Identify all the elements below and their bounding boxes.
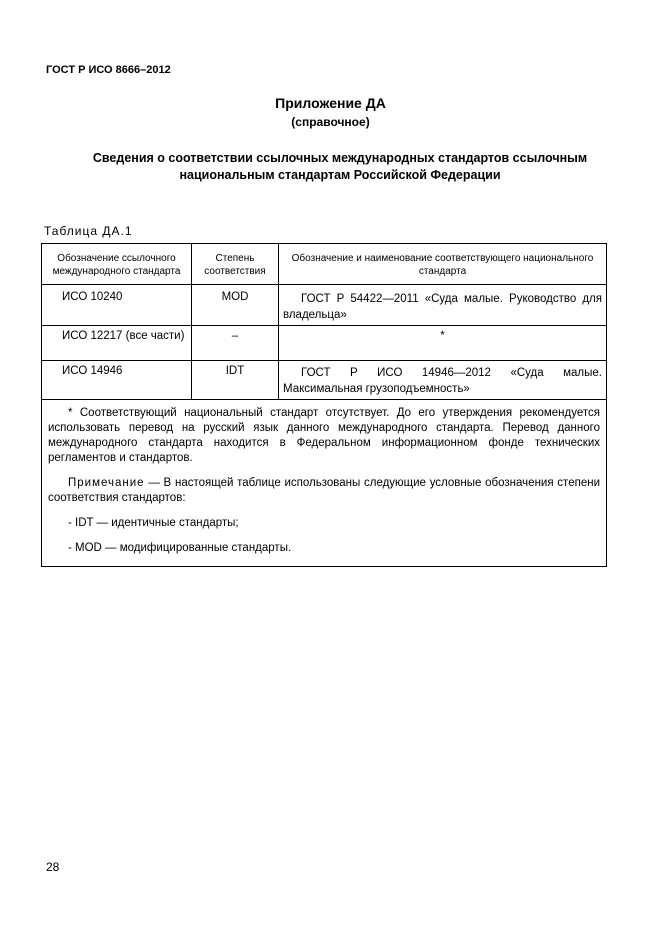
legend-item: - IDT — идентичные стандарты; [68, 517, 239, 529]
cell-national: * [279, 326, 607, 361]
appendix-subtitle: (справочное) [291, 115, 370, 129]
cell-degree: IDT [192, 361, 279, 400]
appendix-title: Приложение ДА [275, 95, 386, 111]
page-number: 28 [46, 860, 60, 874]
legend-item: - MOD — модифицированные стандарты. [68, 542, 292, 554]
cell-intl [42, 326, 192, 361]
note-text: — В настоящей таблице использованы следующие условные обозначения степени соответствия стандартов: [48, 477, 600, 504]
table-row [42, 326, 607, 361]
correspondence-table [41, 243, 607, 567]
cell-intl: ИСО 10240 [42, 285, 192, 326]
document-code: ГОСТ Р ИСО 8666–2012 [46, 64, 171, 76]
header-national-standard: Обозначение и наименование соответствующего национального стандарта [279, 244, 607, 285]
note-label: Примечание [68, 477, 145, 489]
cell-degree: – [192, 326, 279, 361]
footnote: * Соответствующий национальный стандарт отсутствует. До его утверждения рекомендуется использовать перевод на русский язык данного международного стандарта. Перевод данного международного стандарта находится в Федеральном информационном фонде технических регламентов и стандартов. [48, 407, 600, 464]
cell-degree: MOD [192, 285, 279, 326]
header-degree: Степень соответствия [192, 244, 279, 285]
section-title: Сведения о соответствии ссылочных международных стандартов ссылочным национальным стандартам Российской Федерации [92, 151, 588, 182]
table-notes [42, 400, 607, 567]
table-notes-row [42, 400, 607, 567]
table-row [42, 361, 607, 400]
cell-intl: ИСО 14946 [42, 361, 192, 400]
note [48, 476, 600, 506]
header-intl-standard: Обозначение ссылочного международного стандарта [42, 244, 192, 285]
table-caption: Таблица ДА.1 [44, 224, 133, 238]
table-row [42, 285, 607, 326]
table-header-row [42, 244, 607, 285]
cell-national: ГОСТ Р 54422—2011 «Суда малые. Руководство для владельца» [279, 285, 607, 326]
cell-intl-text: ИСО 12217 (все части) [62, 330, 185, 342]
cell-national: ГОСТ Р ИСО 14946—2012 «Суда малые. Максимальная грузоподъемность» [279, 361, 607, 400]
